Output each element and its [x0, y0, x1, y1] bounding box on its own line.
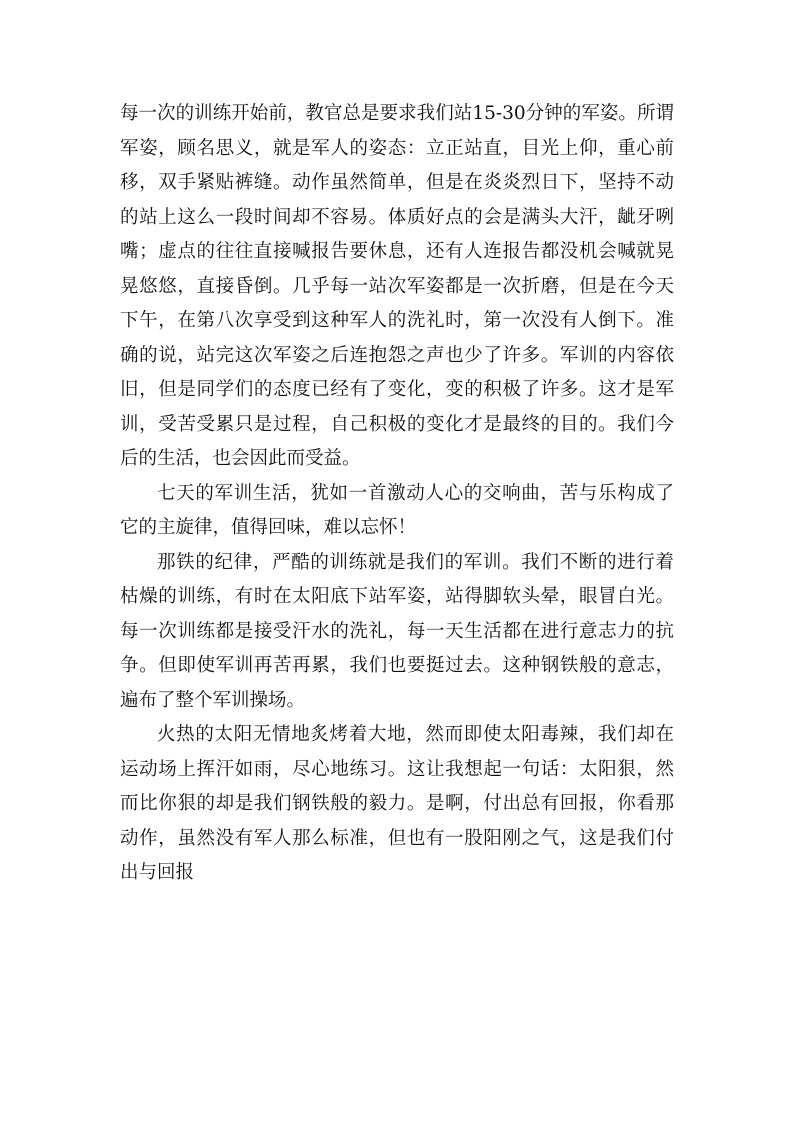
paragraph-2: 七天的军训生活，犹如一首激动人心的交响曲，苦与乐构成了它的主旋律，值得回味，难以忘怀！: [120, 482, 674, 538]
paragraph-4: 火热的太阳无情地炙烤着大地，然而即使太阳毒辣，我们却在运动场上挥汗如雨，尽心地练习。这让我想起一句话：太阳狠，然而比你狠的却是我们钢铁般的毅力。是啊，付出总有回报，你看那动作，虽然没有军人那么标准，但也有一股阳刚之气，这是我们付出与回报: [120, 724, 674, 883]
paragraph-3: 那铁的纪律，严酷的训练就是我们的军训。我们不断的进行着枯燥的训练，有时在太阳底下站军姿，站得脚软头晕，眼冒白光。每一次训练都是接受汗水的洗礼，每一天生活都在进行意志力的抗争。但即使军训再苦再累，我们也要挺过去。这种钢铁般的意志，遍布了整个军训操场。: [120, 551, 674, 711]
document-body: [120, 97, 674, 891]
paragraph-1: 每一次的训练开始前，教官总是要求我们站15-30分钟的军姿。所谓军姿，顾名思义，就是军人的姿态：立正站直，目光上仰，重心前移，双手紧贴裤缝。动作虽然简单，但是在炎炎烈日下，坚持不动的站上这么一段时间却不容易。体质好点的会是满头大汗，龇牙咧嘴；虚点的往往直接喊报告要休息，还有人连报告都没机会喊就晃晃悠悠，直接昏倒。几乎每一站次军姿都是一次折磨，但是在今天下午，在第八次享受到这种军人的洗礼时，第一次没有人倒下。准确的说，站完这次军姿之后连抱怨之声也少了许多。军训的内容依旧，但是同学们的态度已经有了变化，变的积极了许多。这才是军训，受苦受累只是过程，自己积极的变化才是最终的目的。我们今后的生活，也会因此而受益。: [120, 103, 674, 469]
